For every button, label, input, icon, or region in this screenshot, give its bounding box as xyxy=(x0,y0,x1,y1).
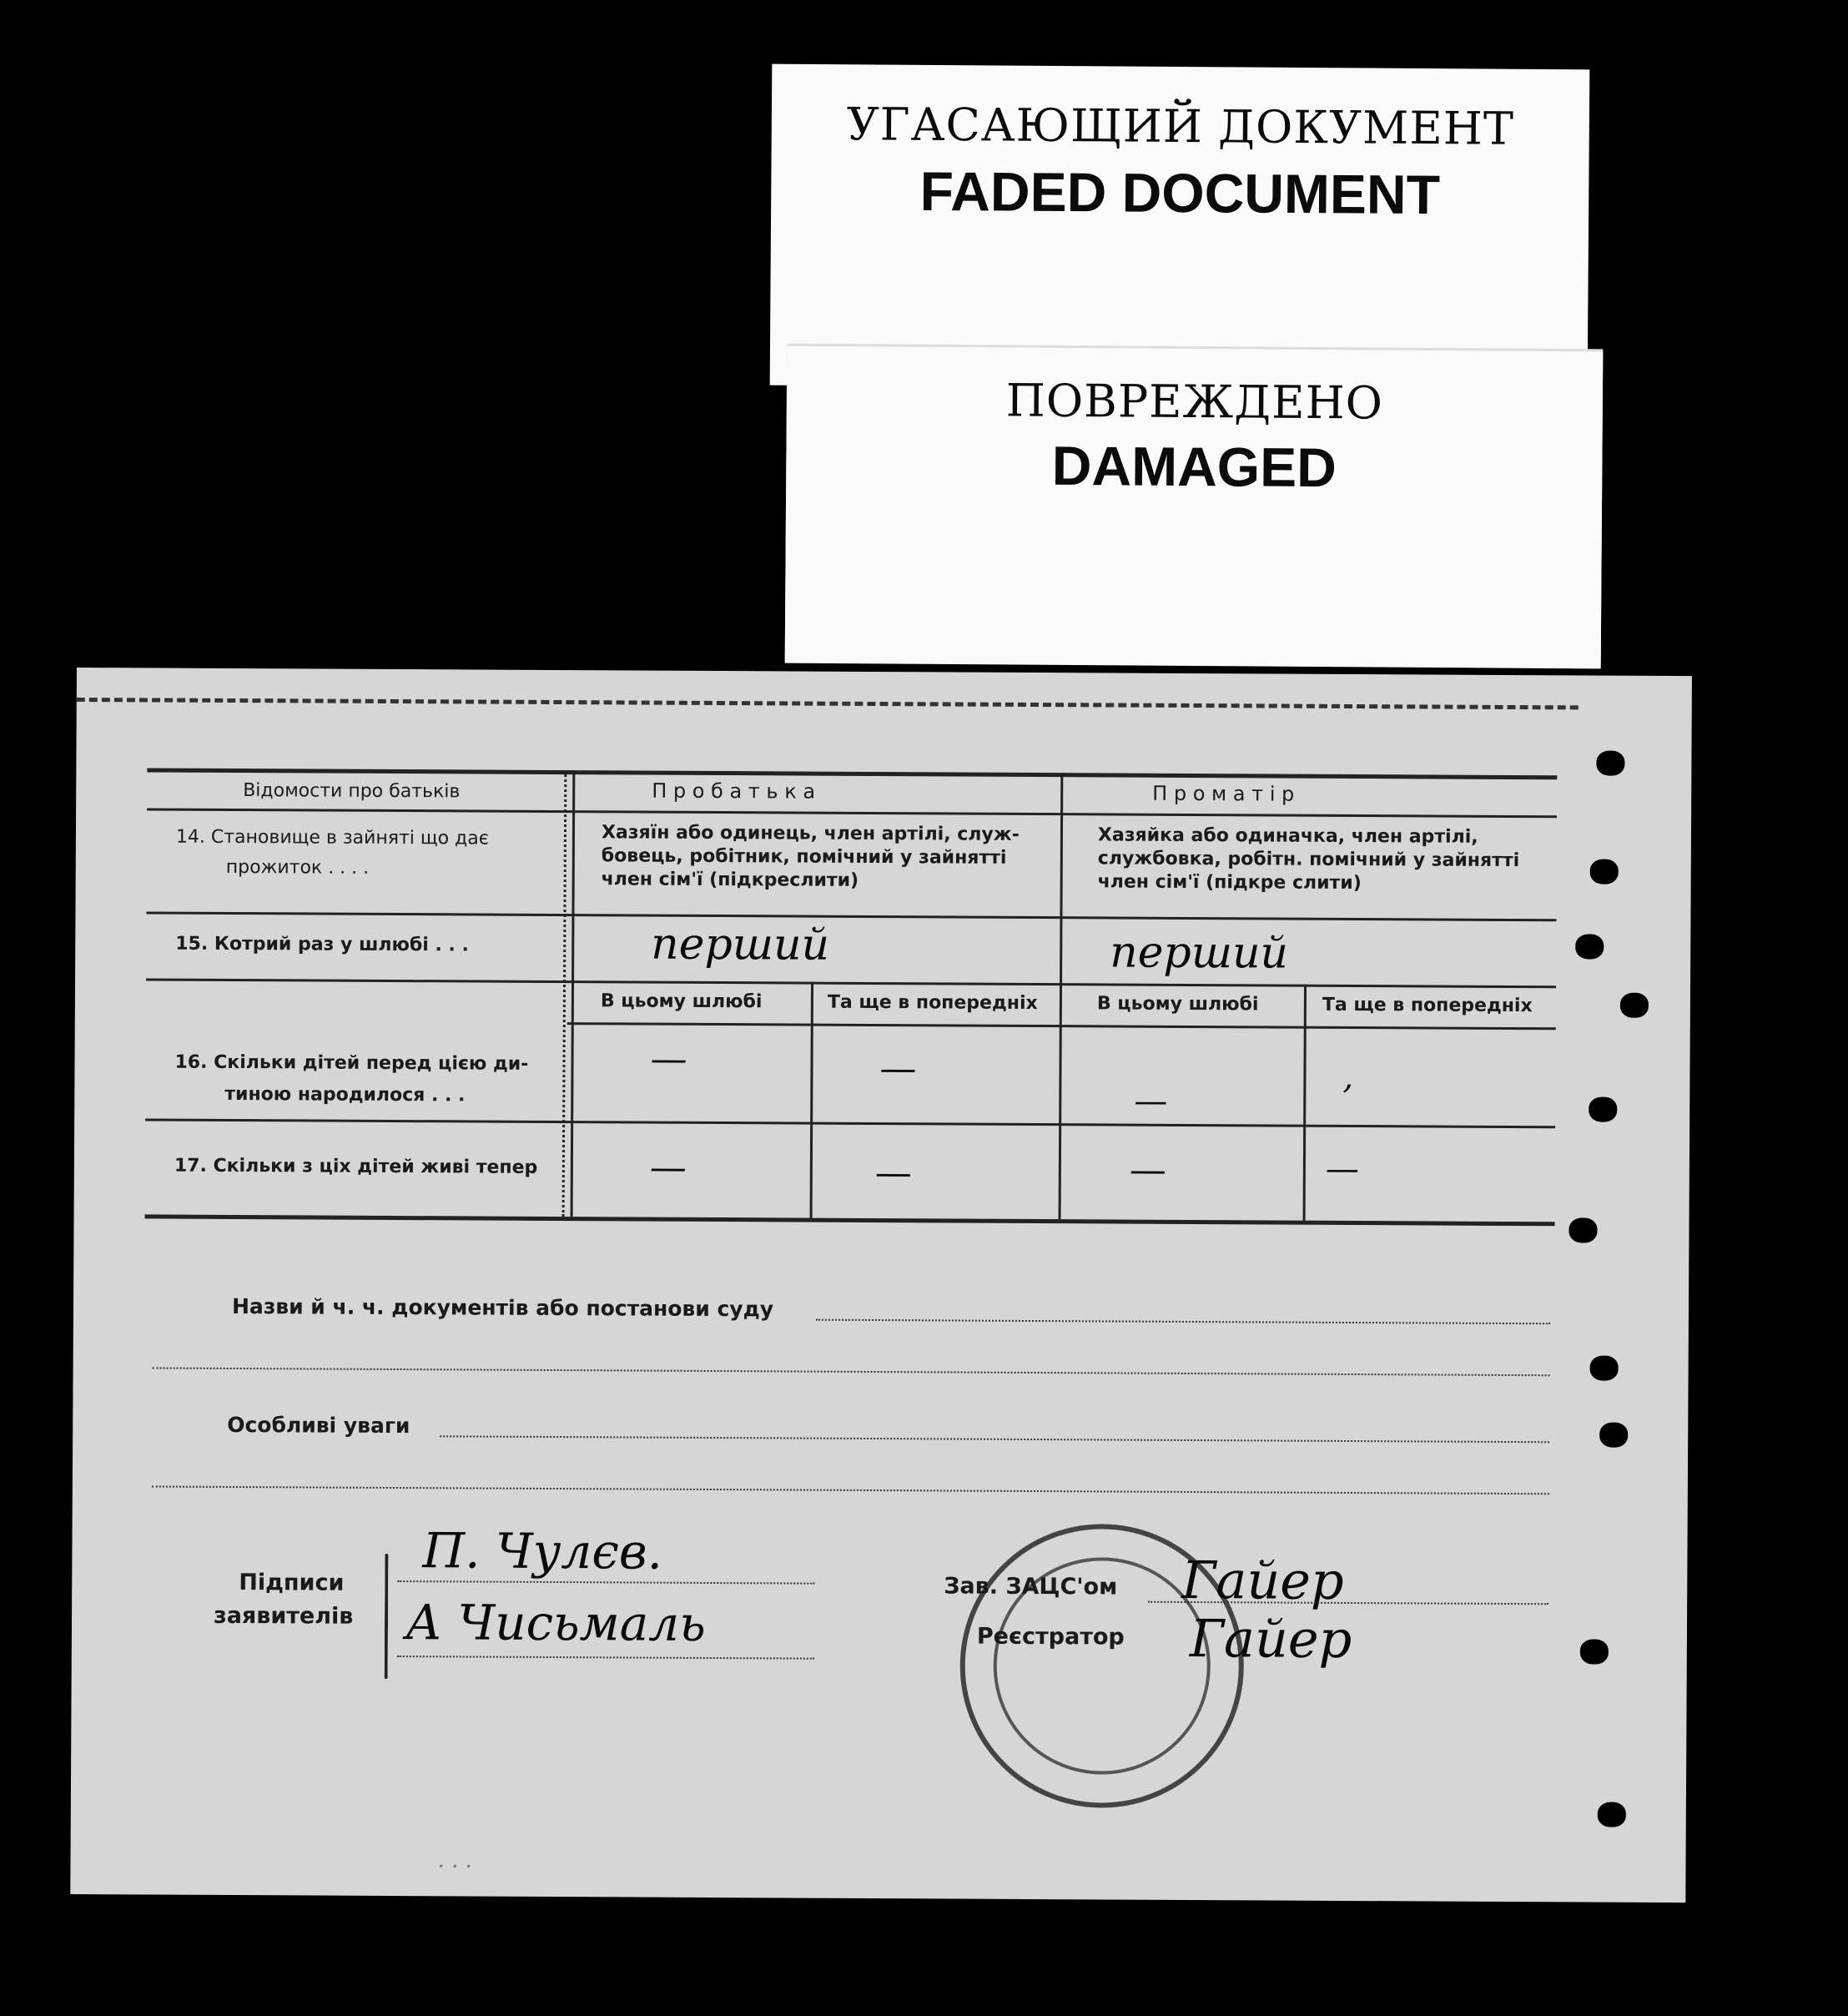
document-sheet xyxy=(70,668,1692,1903)
header-about-father: П р о б а т ь к а xyxy=(652,779,816,804)
row14-father-line2: бовець, робітник, помічний у зайнятті xyxy=(601,845,1007,869)
notes-line xyxy=(152,1485,1549,1494)
row14-father-line3: член сім'ї (підкреслити) xyxy=(601,869,859,891)
punch-hole xyxy=(1599,1423,1628,1448)
punch-hole xyxy=(1590,1356,1619,1381)
faded-label-ru: УГАСАЮЩИЙ ДОКУМЕНТ xyxy=(846,98,1515,155)
table-rule xyxy=(146,978,1556,988)
header-parents-info: Відомости про батьків xyxy=(243,780,461,803)
table-divider xyxy=(810,982,813,1218)
documents-line xyxy=(153,1367,1550,1376)
row14-mother-line1: Хазяйка або одиначка, член артілі, xyxy=(1097,824,1478,848)
row15-mother-handwriting: перший xyxy=(1110,927,1289,979)
row17-value: — xyxy=(1129,1148,1166,1192)
row17-value: — xyxy=(649,1146,687,1189)
signature-bracket xyxy=(385,1554,389,1679)
row15-father-handwriting: перший xyxy=(651,919,830,970)
subheader-mother-previous: Та ще в попередніх xyxy=(1322,994,1533,1017)
punch-hole xyxy=(1569,1217,1597,1242)
row16-label-line1: 16. Скільки дітей перед цією ди- xyxy=(174,1051,529,1075)
table-divider xyxy=(571,770,576,1217)
documents-line xyxy=(816,1319,1550,1325)
row17-value: — xyxy=(1325,1149,1359,1189)
table-divider xyxy=(1059,773,1064,1219)
faded-label-en: FADED DOCUMENT xyxy=(919,159,1441,226)
row17-label: 17. Скільки з ціх дітей живі тепер xyxy=(174,1155,538,1178)
punch-hole xyxy=(1580,1639,1609,1664)
table-rule xyxy=(147,808,1557,818)
registrar-label: Реєстратор xyxy=(976,1623,1125,1651)
punch-hole xyxy=(1620,993,1649,1018)
table-top-rule xyxy=(147,768,1557,779)
punch-hole xyxy=(1575,934,1604,959)
row14-label-line1: 14. Становище в зайняті що дає xyxy=(175,826,489,849)
table-rule xyxy=(146,911,1556,921)
head-signature: Гайер xyxy=(1181,1549,1344,1611)
table-divider xyxy=(1303,985,1307,1221)
row16-label-line2: тиною народилося . . . xyxy=(224,1083,466,1106)
signature-line xyxy=(397,1656,814,1660)
applicant2-signature: А Чисьмаль xyxy=(405,1594,706,1652)
punch-hole xyxy=(1598,1802,1626,1827)
subheader-father-previous: Та ще в попередніх xyxy=(827,991,1038,1015)
table-rule xyxy=(145,1118,1555,1128)
documents-label: Назви й ч. ч. документів або постанови суду xyxy=(231,1293,774,1322)
applicants-label-line1: Підписи xyxy=(239,1570,345,1596)
row17-value: — xyxy=(874,1152,912,1195)
notes-label: Особливі уваги xyxy=(227,1412,410,1439)
damaged-label-ru: ПОВРЕЖДЕНО xyxy=(1005,374,1384,430)
row14-father-line1: Хазяїн або одинець, член артілі, служ- xyxy=(601,822,1020,845)
signature-line xyxy=(397,1580,814,1585)
row14-label-line2: прожиток . . . . xyxy=(225,856,370,879)
applicants-label-line2: заявителів xyxy=(213,1602,354,1630)
header-about-mother: П р о м а т і р xyxy=(1152,781,1295,806)
damaged-document-label xyxy=(785,346,1604,669)
row14-mother-line3: член сім'ї (підкре слити) xyxy=(1097,871,1362,895)
row16-value: , xyxy=(1342,1057,1354,1097)
punch-hole xyxy=(1596,751,1624,776)
registrar-signature: Гайер xyxy=(1189,1608,1352,1671)
table-bottom-rule xyxy=(145,1214,1555,1226)
row16-value: — xyxy=(650,1037,687,1081)
row15-label: 15. Котрий раз у шлюбі . . . xyxy=(175,933,469,956)
subheader-father-this-marriage: В цьому шлюбі xyxy=(600,990,763,1013)
subheader-mother-this-marriage: В цьому шлюбі xyxy=(1096,993,1259,1016)
head-label: Зав. ЗАЦС'ом xyxy=(944,1573,1118,1600)
applicant1-signature: П. Чулєв. xyxy=(422,1522,663,1580)
bottom-faint-marks: · · · xyxy=(437,1854,472,1880)
row16-value: — xyxy=(879,1047,917,1091)
perforation-line xyxy=(77,698,1579,709)
table-divider xyxy=(562,770,567,1217)
row14-mother-line2: службовка, робітн. помічний у зайнятті xyxy=(1097,848,1520,872)
faded-document-label xyxy=(770,64,1590,391)
punch-hole xyxy=(1589,1096,1617,1121)
punch-hole xyxy=(1590,859,1619,885)
damaged-label-en: DAMAGED xyxy=(1051,434,1337,499)
row16-value: — xyxy=(1134,1081,1168,1121)
notes-line xyxy=(440,1435,1549,1443)
